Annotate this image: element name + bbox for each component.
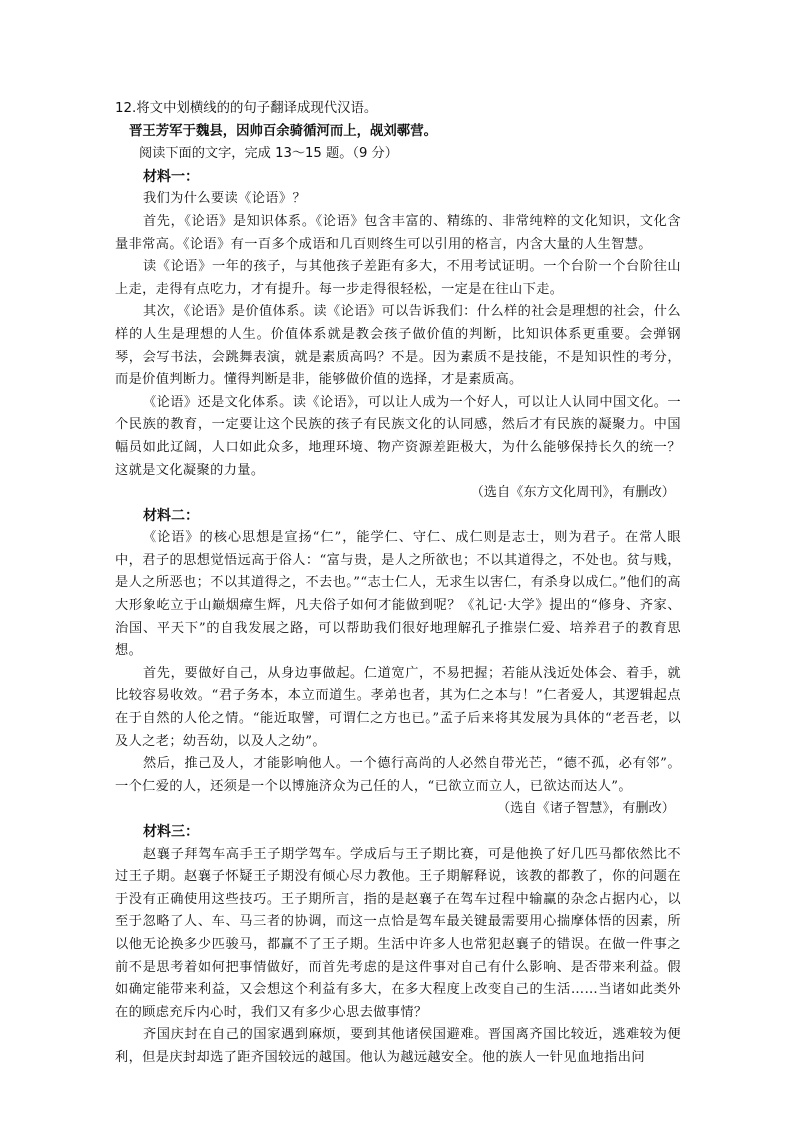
- material-3-paragraph: 齐国庆封在自己的国家遇到麻烦，要到其他诸侯国避难。晋国离齐国比较近，逃难较为便利，但是庆封却选了距齐国较远的越国。他认为越远越安全。他的族人一针见血地指出问: [115, 1027, 681, 1065]
- material-1-paragraph: 读《论语》一年的孩子，与其他孩子差距有多大，不用考试证明。一个台阶一个台阶往山上走，走得有点吃力，才有提升。每一步走得很轻松，一定是在往山下走。: [115, 259, 681, 297]
- material-3-paragraph: 赵襄子拜驾车高手王子期学驾车。学成后与王子期比赛，可是他换了好几匹马都依然比不过王子期。赵襄子怀疑王子期没有倾心尽力教他。王子期解释说，该教的都教了，你的问题在于没有正确使用这些技巧。王子期所言，指的是赵襄子在驾车过程中输赢的杂念占据内心，以至于忽略了人、车、马三者的协调，而这一点恰是驾车最关键最需要用心揣摩体悟的因素，所以他无论换多少匹骏马，都赢不了王子期。生活中许多人也常犯赵襄子的错误。在做一件事之前不是思考着如何把事情做好，而首先考虑的是这件事对自己有什么影响、是否带来利益。假如确定能带来利益，又会想这个利益有多大，在多大程度上改变自己的生活……当诸如此类外在的顾虑充斥内心时，我们又有多少心思去做事情？: [115, 846, 681, 1020]
- material-3: [115, 821, 681, 1070]
- question-12-sentence: 晋王芳军于魏县，因帅百余骑循河而上，觇刘鄩营。: [129, 123, 437, 139]
- material-2-source: （选自《诸子智慧》，有删改）: [496, 801, 675, 817]
- material-1-paragraph: 其次，《论语》是价值体系。读《论语》可以告诉我们：什么样的社会是理想的社会，什么样的人生是理想的人生。价值体系就是教会孩子做价值的判断，比知识体系更重要。会弹钢琴，会写书法，会跳舞表演，就是素质高吗？不是。因为素质不是技能，不是知识性的考分，而是价值判断力。懂得判断是非，能够做价值的选择，才是素质高。: [115, 304, 681, 388]
- material-2-paragraph: 《论语》的核心思想是宣扬“仁”，能学仁、守仁、成仁则是志士，则为君子。在常人眼中，君子的思想觉悟远高于俗人：“富与贵，是人之所欲也；不以其道得之，不处也。贫与贱，是人之所恶也；不以其道得之，不去也。”“志士仁人，无求生以害仁，有杀身以成仁。”他们的高大形象屹立于山巅烟瘴生辉，凡夫俗子如何才能做到呢？《礼记·大学》提出的“修身、齐家、治国、平天下”的自我发展之路，可以帮助我们很好地理解孔子推崇仁爱、培养君子的教育思想。: [115, 530, 681, 659]
- material-1-paragraph: 《论语》还是文化体系。读《论语》，可以让人成为一个好人，可以让人认同中国文化。一个民族的教育，一定要让这个民族的孩子有民族文化的认同感，然后才有民族的凝聚力。中国幅员如此辽阔，人口如此众多，地理环境、物产资源差距极大，为什么能够保持长久的统一？这就是文化凝聚的力量。: [115, 394, 681, 478]
- material-3-heading: 材料三：: [143, 824, 199, 840]
- question-12-prompt: 12.将文中划横线的的句子翻译成现代汉语。: [115, 101, 378, 116]
- material-1-paragraph: 我们为什么要读《论语》？: [143, 191, 307, 207]
- material-1-heading: 材料一：: [143, 168, 199, 185]
- material-2-paragraph: 然后，推己及人，才能影响他人。一个德行高尚的人必然自带光芒，“德不孤，必有邻”。一个仁爱的人，还须是一个以博施济众为己任的人，“已欲立而立人，已欲达而达人”。: [115, 756, 681, 794]
- material-2-heading: 材料二：: [143, 507, 199, 524]
- material-1-source: （选自《东方文化周刊》，有删改）: [470, 485, 675, 501]
- material-1: [115, 166, 681, 505]
- material-2-paragraph: 首先，要做好自己，从身边事做起。仁道宽广，不易把握；若能从浅近处体会、着手，就比较容易收效。“君子务本，本立而道生。孝弟也者，其为仁之本与！”仁者爱人，其逻辑起点在于自然的人伦之情。“能近取譬，可谓仁之方也已。”孟子后来将其发展为具体的“老吾老，以及人之老；幼吾幼，以及人之幼”。: [115, 665, 681, 749]
- material-1-paragraph: 首先，《论语》是知识体系。《论语》包含丰富的、精练的、非常纯粹的文化知识，文化含量非常高。《论语》有一百多个成语和几百则终生可以引用的格言，内含大量的人生智慧。: [115, 213, 681, 252]
- reading-instruction: 阅读下面的文字，完成 13～15 题。（9 分）: [139, 146, 398, 162]
- material-2: [115, 505, 681, 821]
- document-body: [115, 98, 681, 1070]
